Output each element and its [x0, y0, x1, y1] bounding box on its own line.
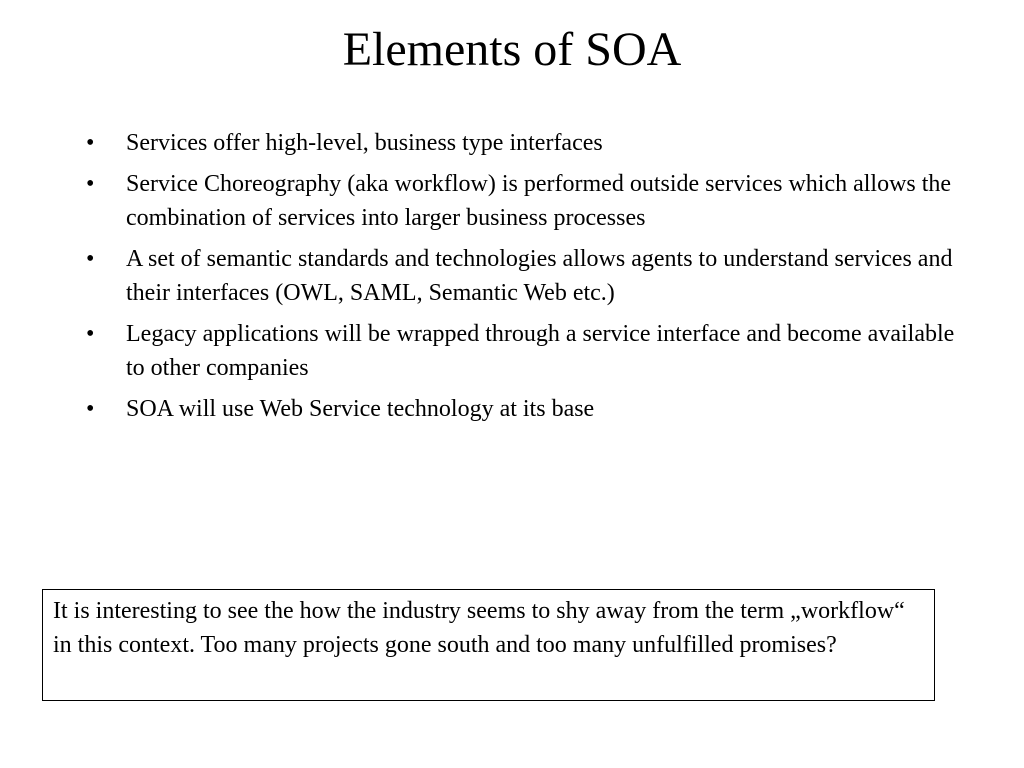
slide-title: Elements of SOA — [342, 23, 682, 76]
bullet-item — [86, 392, 966, 426]
bullet-text: Legacy applications will be wrapped through a service interface and become available to other companies — [126, 321, 955, 381]
bullet-text: Service Choreography (aka workflow) is performed outside services which allows the combination of services into larger business processes — [126, 171, 952, 231]
bullet-list — [86, 126, 966, 433]
bullet-icon: • — [86, 321, 95, 347]
bullet-text: A set of semantic standards and technologies allows agents to understand services and their interfaces (OWL, SAML, Semantic Web etc.) — [126, 246, 953, 306]
bullet-text: SOA will use Web Service technology at its base — [126, 396, 595, 422]
bullet-item — [86, 126, 966, 160]
comment-text: It is interesting to see the how the industry seems to shy away from the term „workflow“ in this context. Too many projects gone south and too many unfulfilled promises? — [53, 598, 905, 658]
bullet-item — [86, 242, 966, 310]
bullet-icon: • — [86, 171, 95, 197]
bullet-item — [86, 317, 966, 385]
bullet-icon: • — [86, 396, 95, 422]
bullet-icon: • — [86, 246, 95, 272]
bullet-text: Services offer high-level, business type interfaces — [126, 130, 603, 156]
bullet-icon: • — [86, 130, 95, 156]
comment-box — [42, 589, 935, 701]
bullet-item — [86, 167, 966, 235]
